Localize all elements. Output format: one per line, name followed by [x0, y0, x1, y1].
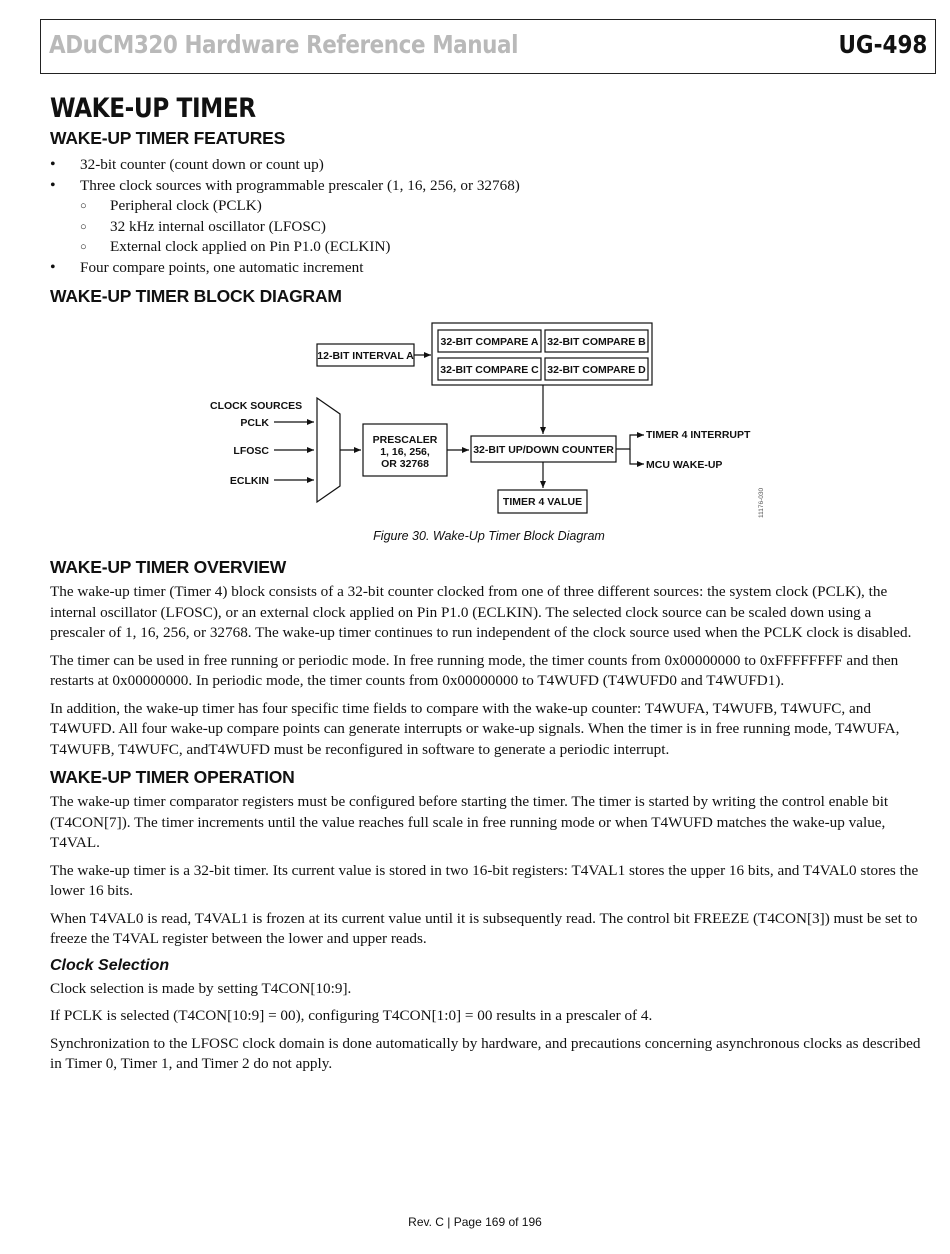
compare-a-label: 32-BIT COMPARE A: [440, 336, 539, 348]
document-code: UG-498: [838, 30, 927, 59]
features-heading: WAKE-UP TIMER FEATURES: [50, 128, 286, 148]
list-item: • 32-bit counter (count down or count up): [50, 155, 928, 176]
overview-paragraph: In addition, the wake-up timer has four specific time fields to compare with the wake-up counter: T4WUFA, T4WUFB, T4WUFC, and T4WUFD. All four wake-up compare points can generate interrupts or wake-up signals. When the timer is in free running mode, T4WUFA, T4WUFB, T4WUFC, andT4WUFD must be reconfigured in software to generate a periodic interrupt.: [50, 699, 900, 758]
figure-caption: Figure 30. Wake-Up Timer Block Diagram: [373, 529, 605, 543]
interval-label: 12-BIT INTERVAL A: [317, 350, 414, 362]
operation-paragraph: The wake-up timer is a 32-bit timer. Its current value is stored in two 16-bit registers: T4VAL1 stores the upper 16 bits, and T4VAL0 stores the lower 16 bits.: [50, 861, 919, 899]
sub-list-item: ○ Peripheral clock (PCLK): [80, 196, 928, 217]
compare-c-label: 32-BIT COMPARE C: [440, 364, 539, 376]
sub-list-item: ○ 32 kHz internal oscillator (LFOSC): [80, 217, 928, 238]
figure-id: 11176-030: [758, 487, 765, 518]
operation-paragraph: The wake-up timer comparator registers must be configured before starting the timer. The timer is started by writing the control enable bit (T4CON[7]). The timer increments until the value reaches full scale in free running mode or when T4WUFD matches the wake-up value, T4VAL.: [50, 793, 889, 851]
clock-sources-sublist: [80, 196, 928, 258]
block-diagram-svg: [50, 313, 928, 527]
counter-label: 32-BIT UP/DOWN COUNTER: [473, 444, 614, 456]
wakeup-arrow: [630, 449, 644, 464]
lfosc-label: LFOSC: [233, 445, 269, 457]
wakeup-label: MCU WAKE-UP: [646, 459, 723, 471]
interrupt-label: TIMER 4 INTERRUPT: [646, 429, 751, 441]
operation-paragraph: When T4VAL0 is read, T4VAL1 is frozen at its current value until it is subsequently read. The control bit FREEZE (T4CON[3]) must be set to freeze the T4VAL register between the lower and upper reads.: [50, 909, 918, 947]
prescaler-label-2: 1, 16, 256,: [380, 446, 430, 458]
compare-b-label: 32-BIT COMPARE B: [547, 336, 646, 348]
timer-value-label: TIMER 4 VALUE: [502, 496, 583, 508]
page-content: [50, 88, 928, 1082]
list-item-text: Three clock sources with programmable prescaler (1, 16, 256, or 32768): [80, 176, 520, 194]
page-title: WAKE-UP TIMER: [50, 93, 256, 124]
sub-list-item: ○ External clock applied on Pin P1.0 (ECLKIN): [80, 237, 928, 258]
overview-paragraph: The timer can be used in free running or periodic mode. In free running mode, the timer counts from 0x00000000 to 0xFFFFFFFF and then restarts at 0x00000000. In periodic mode, the timer counts from 0x00000000 to T4WUFD (T4WUFD0 and T4WUFD1).: [50, 651, 899, 689]
block-diagram: [50, 313, 928, 527]
overview-heading: WAKE-UP TIMER OVERVIEW: [50, 557, 287, 577]
document-title: ADuCM320 Hardware Reference Manual: [49, 30, 519, 59]
features-list: [50, 155, 928, 278]
clock-selection-paragraph: Clock selection is made by setting T4CON[10:9].: [50, 979, 352, 997]
block-diagram-heading: WAKE-UP TIMER BLOCK DIAGRAM: [50, 286, 342, 306]
list-item: • Four compare points, one automatic increment: [50, 258, 928, 279]
clock-selection-paragraph: If PCLK is selected (T4CON[10:9] = 00), configuring T4CON[1:0] = 00 results in a prescaler of 4.: [50, 1007, 653, 1024]
overview-paragraph: The wake-up timer (Timer 4) block consists of a 32-bit counter clocked from one of three different sources: the system clock (PCLK), the internal oscillator (LFOSC), or an external clock applied on Pin P1.0 (ECLKIN). The selected clock source can be scaled down using a prescaler of 1, 16, 256, or 32768. The wake-up timer continues to run independent of the clock source used when the PCLK clock is disabled.: [50, 583, 912, 641]
clock-sources-label: CLOCK SOURCES: [210, 400, 303, 412]
operation-heading: WAKE-UP TIMER OPERATION: [50, 767, 295, 787]
prescaler-label-3: OR 32768: [381, 458, 429, 470]
pclk-label: PCLK: [240, 417, 269, 429]
prescaler-label-1: PRESCALER: [372, 434, 438, 446]
interrupt-arrow: [616, 435, 644, 449]
page-header: [40, 19, 936, 74]
eclkin-label: ECLKIN: [229, 475, 269, 487]
clock-selection-heading: Clock Selection: [50, 956, 170, 974]
list-item: [50, 176, 928, 258]
compare-d-label: 32-BIT COMPARE D: [547, 364, 646, 376]
clock-mux: [317, 398, 340, 502]
clock-selection-paragraph: Synchronization to the LFOSC clock domain is done automatically by hardware, and precautions concerning asynchronous clocks as described in Timer 0, Timer 1, and Timer 2 do not apply.: [50, 1034, 921, 1072]
page-footer: Rev. C | Page 169 of 196: [408, 1215, 542, 1229]
